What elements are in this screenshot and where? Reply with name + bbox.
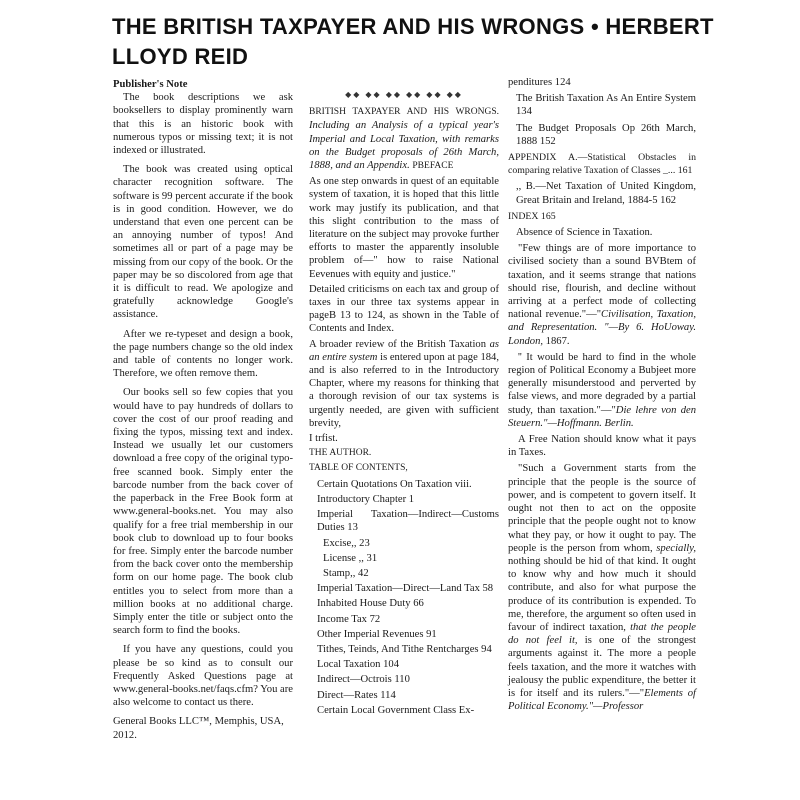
toc-entry: Direct—Rates 114 (317, 689, 396, 701)
toc-entry: Tithes, Teinds, And Tithe Rentcharges 94 (317, 643, 492, 655)
publisher-note-paragraph: If you have any questions, could you please be so kind as to consult our Frequently Asked Questions page at www.general-books.net/faqs.cfm? You are also welcome to contact us there. (113, 644, 293, 709)
toc-entry: penditures 124 (508, 77, 571, 88)
preface-paragraph: As one step onwards in quest of an equitable system of taxation, it is hoped that this little work may justify its publication, and that this slight contribution to the mass of literature on the subject may provoke further efforts to master the apparently insoluble problem of—" how to raise National Eevenues with equity and justice." (309, 176, 499, 280)
toc-entry: Certain Quotations On Taxation viii. (317, 478, 472, 490)
preface-paragraph (309, 338, 499, 430)
toc-entry: INDEX 165 (508, 210, 556, 222)
toc-entry: Stamp,, 42 (323, 567, 369, 579)
toc-entry: ,, B.—Net Taxation of United Kingdom, Great Britain and Ireland, 1884-5 162 (516, 181, 696, 206)
quotation-text: "Such a Government starts from the principle that the people is the source of power, and is competent to govern itself. It ought not then to act on the opposite principle that the people ought not to know what they pay, or how it ought to pay. The people is the person from whom, (508, 463, 696, 554)
publisher-imprint: General Books LLC™, Memphis, USA, 2012. (113, 716, 284, 741)
toc-entry: Local Taxation 104 (317, 659, 400, 671)
ornament-divider: ◆◆ ◆◆ ◆◆ ◆◆ ◆◆ ◆◆ (345, 90, 463, 99)
toc-entry: Imperial Taxation—Direct—Land Tax 58 (317, 583, 494, 595)
right-column (508, 76, 696, 716)
toc-entry: Other Imperial Revenues 91 (317, 628, 437, 640)
preface-label: PBEFACE (412, 161, 454, 172)
toc-entry: Introductory Chapter 1 (317, 493, 415, 505)
toc-entry: Excise,, 23 (323, 537, 370, 549)
toc-entry: Indirect—Octrois 110 (317, 674, 410, 686)
preface-paragraph: Detailed criticisms on each tax and group of taxes in our three tax systems appear in pageB 13 to 124, as shown in the Table of Contents and Index. (309, 283, 499, 335)
quotation-citation: Elements of Political Economy."—Professor (508, 687, 696, 713)
quotation-heading: A Free Nation should know what it pays in Taxes. (508, 434, 696, 459)
book-heading (309, 105, 499, 173)
toc-heading: TABLE OF CONTENTS, (309, 463, 408, 474)
publisher-note-paragraph: Our books sell so few copies that you would have to pay hundreds of dollars to cover the cost of our proof reading and fixing the typos, missing text and index. Instead we usually let our customers download a free copy of the original typo-free scanned book. Simply enter the barcode number from the back cover of the paperback in the Free Book form at www.general-books.net. You may also qualify for a free trial membership in our book club to download up to four books for free. Simply enter the barcode number from the back cover onto the membership form on our home page. The book club entitles you to select from more than a million books at no additional charge. Simply enter the title or subject onto the search form to find the books. (113, 387, 293, 637)
quotation-text: 1867. (543, 335, 570, 347)
preface-signoff: I trfist. (309, 433, 338, 445)
quotation (508, 462, 696, 713)
toc-entry: The Budget Proposals Op 26th March, 1888 152 (516, 122, 696, 147)
publisher-note-paragraph: After we re-typeset and design a book, the page numbers change so the old index and table of contents no longer work. Therefore, we often remove them. (113, 328, 293, 380)
quotation-citation: Die lehre von den Steuern."—Hoffmann. Berlin. (508, 404, 696, 429)
quotation-text: nothing should be hid of that kind. It ought to know why and how much it should contribute, and also for what purpose the produce of its contribution is expended. To me, therefore, the argument so often used in favour of indirect taxation, (508, 555, 696, 633)
table-of-contents-continued (508, 76, 696, 239)
publisher-note-paragraph: The book descriptions we ask booksellers to display prominently warn that this is an historic book with numerous typos or missing text; it is not indexed or illustrated. (113, 92, 293, 157)
page-title: THE BRITISH TAXPAYER AND HIS WRONGS • HERBERT LLOYD REID (112, 14, 714, 69)
quotation-text: '' It would be hard to find in the whole region of Political Economy a Bubjeet more generally misunderstood and perverted by false views, and more degraded by a partial study, than taxation."—" (508, 351, 696, 416)
book-heading-title: BRITISH TAXPAYER AND HIS WRONGS. (309, 107, 499, 118)
author-label: THE AUTHOR. (309, 448, 372, 459)
quotation-text: is one of the strongest arguments against it. The more a people feels taxation, and the more it watches with jealousy the public expenditure, the better it is for itself and its rulers."—" (508, 635, 696, 699)
toc-entry: Inhabited House Duty 66 (317, 598, 424, 610)
table-of-contents (309, 478, 499, 717)
toc-entry: License ,, 31 (323, 552, 378, 564)
toc-entry: APPENDIX A.—Statistical Obstacles in comparing relative Taxation of Classes _... 161 (508, 152, 696, 177)
publisher-note-paragraph: The book was created using optical character recognition software. The software is 99 percent accurate if the book is in good condition. However, we do understand that even one percent can be an annoying number of typos! And sometimes all or part of a page may be missing from our copy of the book. Or the paper may be so discolored from age that it is difficult to read. We apologize and gratefully acknowledge Google's assistance. (113, 164, 293, 321)
toc-entry: The British Taxation As An Entire System 134 (516, 93, 696, 118)
publisher-note-heading: Publisher's Note (113, 79, 188, 90)
quotation-italic: specially, (656, 542, 696, 554)
toc-entry: Certain Local Government Class Ex- (317, 704, 475, 716)
preface-italic: as an entire system (309, 338, 499, 363)
quotation-text: "Few things are of more importance to civilised society than a sound BVBtem of taxation, and it seems strange that nations should rise, flourish, and decline without arriving at a perfect mode of collecting national revenue."—" (508, 243, 696, 321)
toc-entry: Income Tax 72 (317, 613, 381, 625)
toc-entry: Imperial Taxation—Indirect—Customs Duties 13 (317, 509, 499, 534)
middle-column (309, 90, 500, 719)
quotation-citation: Civilisation, Taxation, and Representation. "—By 6. HoUoway. London, (508, 309, 696, 347)
preface-text: is entered upon at page 184, and is also referred to in the Introductory Chapter, where my reasons for thinking that a thorough revision of our tax systems is urgently needed, are given with sufficient brevity, (309, 351, 500, 429)
book-heading-subtitle: Including an Analysis of a typical year's Imperial and Local Taxation, with remarks on the Budget proposals of 26th March, 1888, and an Appendix. (309, 120, 499, 172)
quotation (508, 351, 696, 430)
quotation-italic: that the people do not feel it, (508, 621, 696, 647)
quotation (508, 242, 696, 348)
publisher-note-column (113, 78, 293, 742)
preface-text: A broader review of the British Taxation (309, 338, 490, 350)
section-heading: Absence of Science in Taxation. (516, 227, 653, 239)
